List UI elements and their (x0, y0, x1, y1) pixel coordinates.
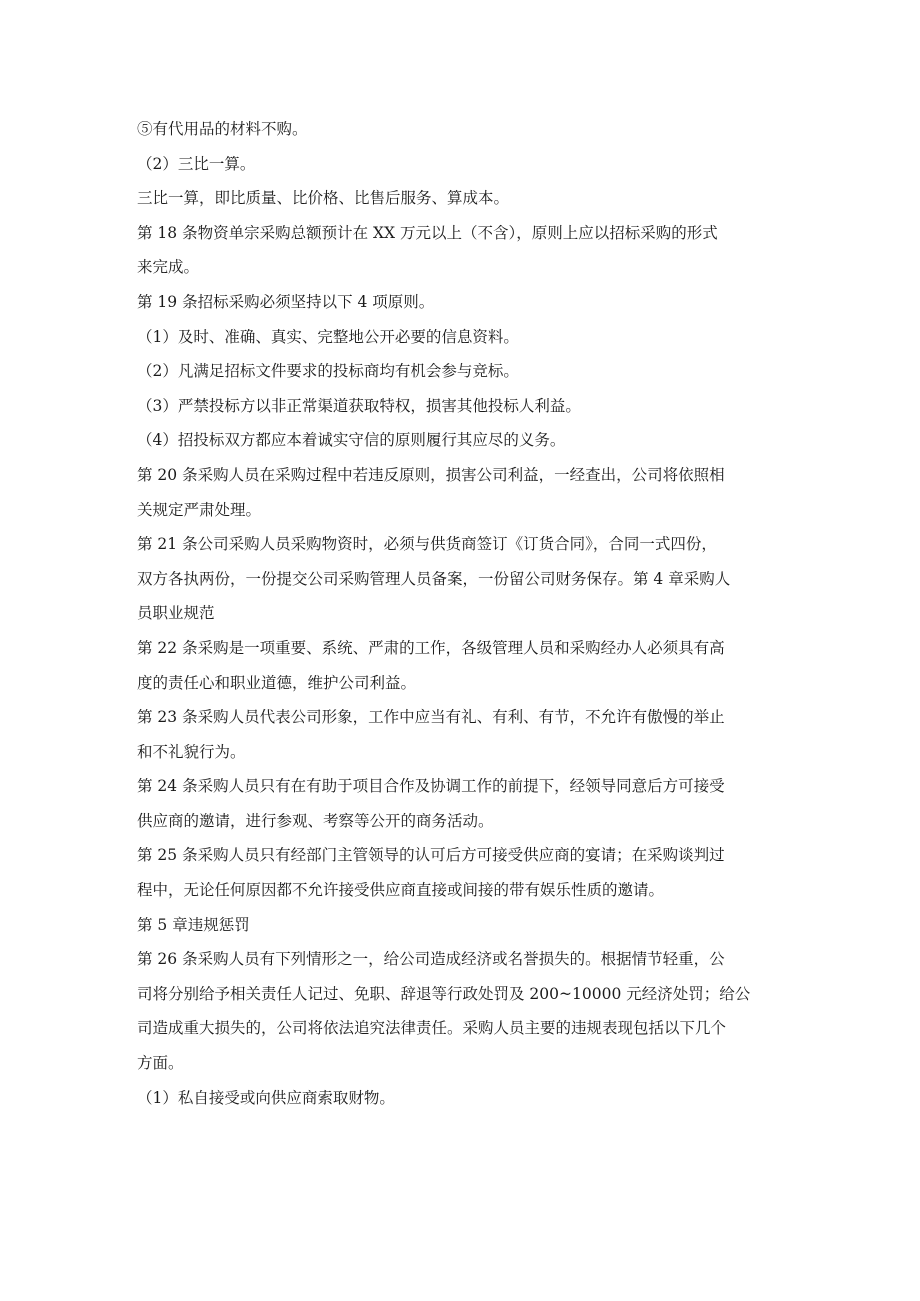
text-line: 第 24 条采购人员只有在有助于项目合作及协调工作的前提下，经领导同意后方可接受 (137, 777, 725, 796)
text-line: （2）三比一算。 (137, 154, 256, 173)
text-line: 第 20 条采购人员在采购过程中若违反原则，损害公司利益，一经查出，公司将依照相 (137, 465, 725, 484)
text-line: （4）招投标双方都应本着诚实守信的原则履行其应尽的义务。 (137, 431, 566, 450)
text-line: 第 19 条招标采购必须坚持以下 4 项原则。 (137, 292, 435, 311)
text-line: 来完成。 (137, 258, 200, 277)
text-line: 第 21 条公司采购人员采购物资时，必须与供货商签订《订货合同》，合同一式四份， (137, 535, 717, 554)
text-line: 方面。 (137, 1054, 184, 1073)
document-body (137, 112, 787, 1115)
text-line: 和不礼貌行为。 (137, 742, 246, 761)
text-line: 关规定严肃处理。 (137, 500, 262, 519)
text-line: 双方各执两份，一份提交公司采购管理人员备案，一份留公司财务保存。第 4 章采购人 (137, 569, 731, 588)
text-line: （3）严禁投标方以非正常渠道获取特权，损害其他投标人利益。 (137, 396, 581, 415)
text-line: 三比一算，即比质量、比价格、比售后服务、算成本。 (137, 189, 510, 208)
text-line: 程中，无论任何原因都不允许接受供应商直接或间接的带有娱乐性质的邀请。 (137, 881, 665, 900)
text-line: 司将分别给予相关责任人记过、免职、辞退等行政处罚及 200~10000 元经济处罚；给公 (137, 984, 751, 1003)
text-line: 第 18 条物资单宗采购总额预计在 XX 万元以上（不含），原则上应以招标采购的形式 (137, 223, 718, 242)
text-line: 第 25 条采购人员只有经部门主管领导的认可后方可接受供应商的宴请；在采购谈判过 (137, 846, 725, 865)
text-line: 司造成重大损失的，公司将依法追究法律责任。采购人员主要的违规表现包括以下几个 (137, 1019, 727, 1038)
text-line: 第 22 条采购是一项重要、系统、严肃的工作，各级管理人员和采购经办人必须具有高 (137, 638, 725, 657)
text-line: ⑤有代用品的材料不购。 (137, 120, 308, 138)
text-line: 第 23 条采购人员代表公司形象，工作中应当有礼、有利、有节，不允许有傲慢的举止 (137, 708, 725, 727)
text-line: 度的责任心和职业道德，维护公司利益。 (137, 673, 417, 692)
text-line: 供应商的邀请，进行参观、考察等公开的商务活动。 (137, 811, 494, 830)
text-line: 第 5 章违规惩罚 (137, 915, 250, 934)
text-line: （2）凡满足招标文件要求的投标商均有机会参与竞标。 (137, 362, 519, 381)
text-line: 第 26 条采购人员有下列情形之一，给公司造成经济或名誉损失的。根据情节轻重，公 (137, 950, 725, 969)
text-line: 员职业规范 (137, 604, 215, 623)
text-line: （1）及时、准确、真实、完整地公开必要的信息资料。 (137, 327, 519, 346)
text-line: （1）私自接受或向供应商索取财物。 (137, 1088, 395, 1107)
